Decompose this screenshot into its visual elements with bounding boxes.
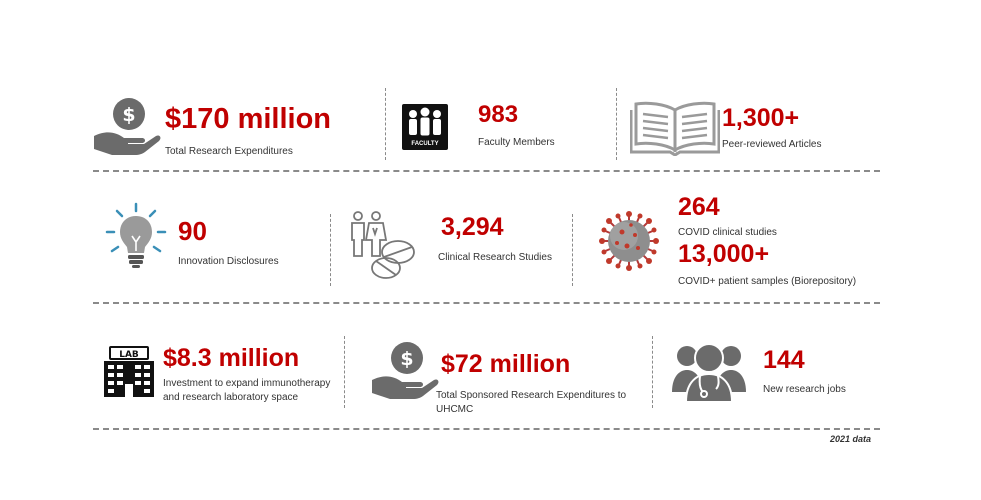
sponsored-value: $72 million [441,350,571,378]
separator-horizontal [93,170,880,172]
sponsored-label-line2: UHCMC [436,404,474,415]
lab-icon-text: LAB [119,350,139,360]
lightbulb-icon [104,202,168,272]
faculty-value: 983 [478,101,519,128]
investment-label-line2: and research laboratory space [163,392,299,403]
jobs-label: New research jobs [763,384,846,395]
patients-pills-icon [346,210,418,280]
covid-samples-value: 13,000+ [678,240,770,268]
doctor-team-icon [672,340,746,402]
separator-vertical [652,336,653,408]
faculty-icon-text: FACULTY [411,141,439,147]
covid-samples-label: COVID+ patient samples (Biorepository) [678,276,857,287]
separator-vertical [572,214,573,286]
clinical-studies-value: 3,294 [441,213,504,241]
innovation-label: Innovation Disclosures [178,256,279,267]
separator-horizontal [93,428,880,430]
separator-vertical [385,88,386,160]
innovation-value: 90 [178,216,207,246]
clinical-studies-label: Clinical Research Studies [438,252,552,263]
sponsored-label-line1: Total Sponsored Research Expenditures to [436,390,627,401]
lab-building-icon [100,346,158,398]
investment-label-line1: Investment to expand immunotherapy [163,378,331,389]
data-year-note: 2021 data [830,434,872,444]
articles-label: Peer-reviewed Articles [722,139,822,150]
investment-value: $8.3 million [163,344,300,372]
open-book-icon [630,100,720,156]
covid-studies-value: 264 [678,193,720,221]
separator-horizontal [93,302,880,304]
faculty-label: Faculty Members [478,137,555,148]
separator-vertical [344,336,345,408]
research-expenditures-value: $170 million [165,103,332,135]
svg-text:$: $ [122,104,136,126]
covid-studies-label: COVID clinical studies [678,227,777,238]
separator-vertical [616,88,617,160]
jobs-value: 144 [763,346,805,374]
money-hand-icon [92,96,162,158]
research-expenditures-label: Total Research Expenditures [165,146,293,157]
coronavirus-icon [598,210,660,272]
separator-vertical [330,214,331,286]
articles-value: 1,300+ [722,104,800,132]
svg-text:$: $ [400,348,414,370]
faculty-icon [402,104,448,150]
money-hand-icon [370,340,440,402]
